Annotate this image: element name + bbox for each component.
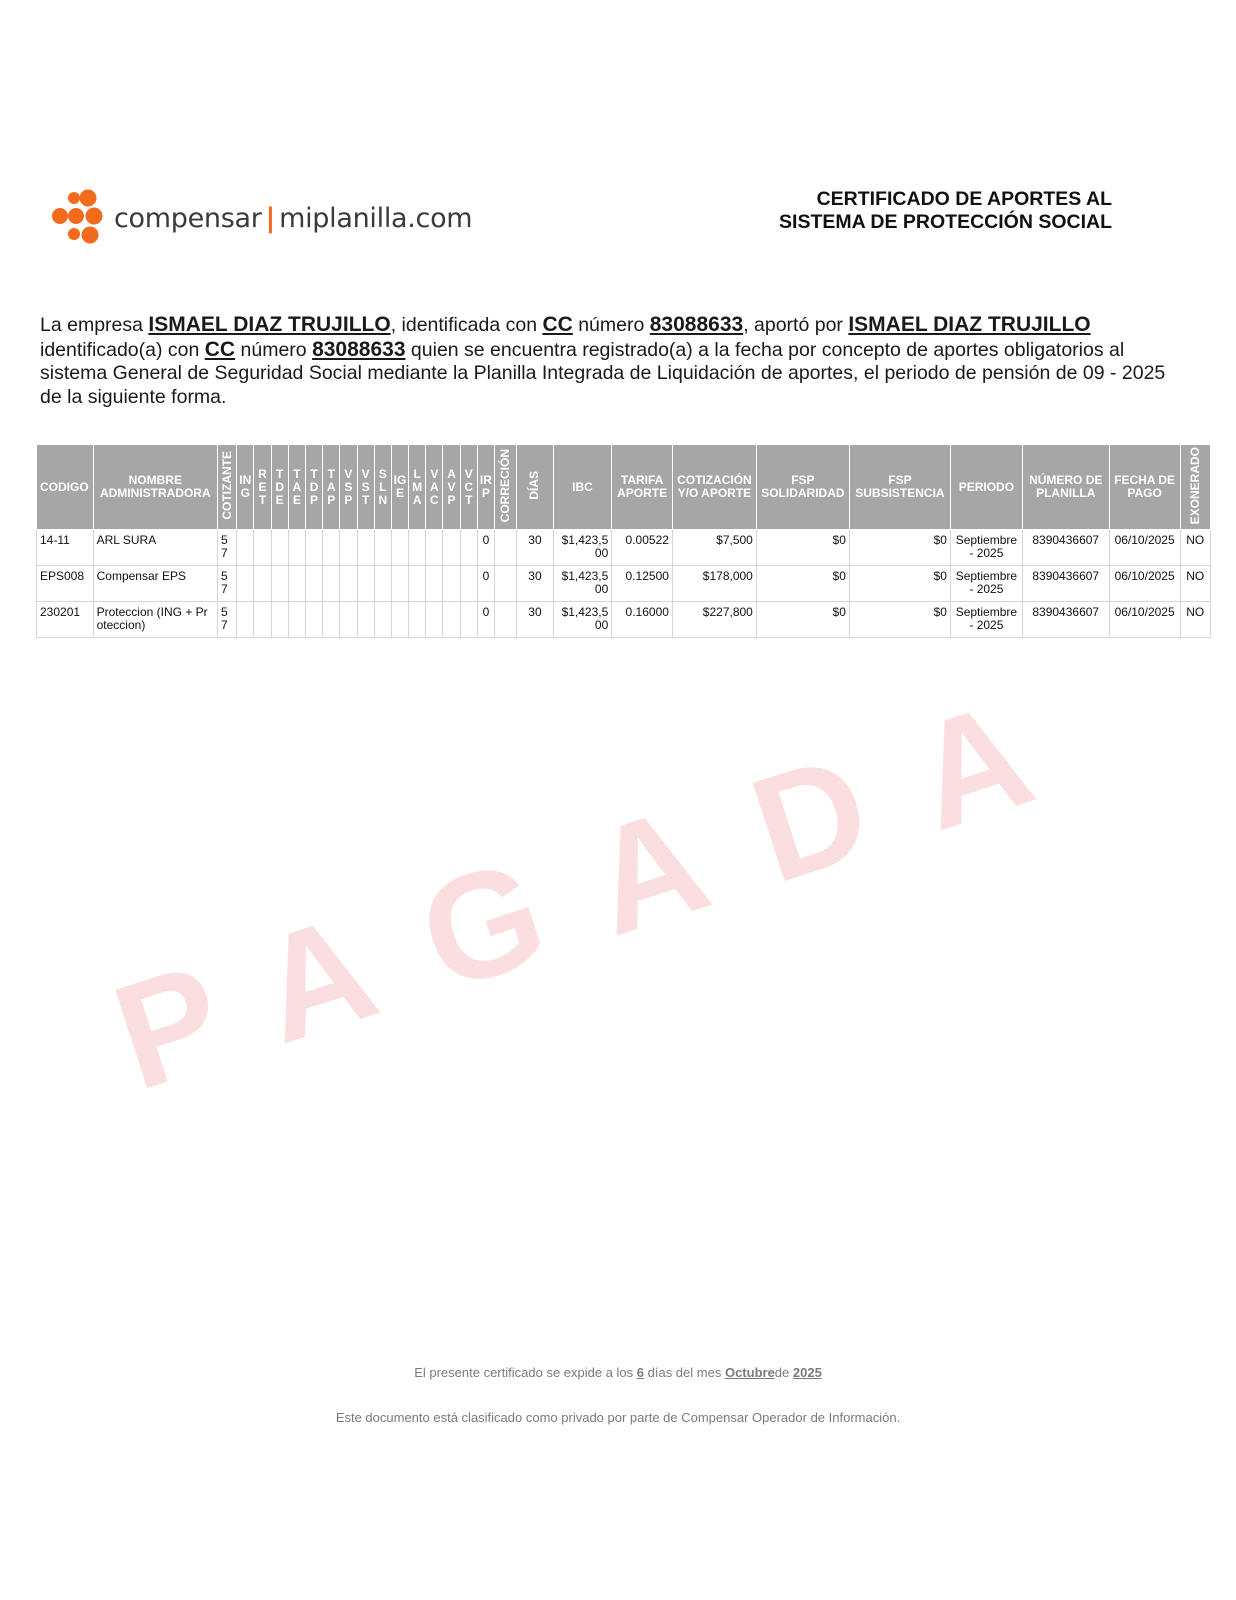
header-dias-text: DÍAS (527, 471, 542, 500)
cell-lma (409, 602, 426, 638)
company-doc-number: 83088633 (649, 313, 744, 336)
header-periodo: PERIODO (950, 445, 1022, 530)
brand-compensar: compensar (114, 202, 262, 234)
header-vst: VST (357, 445, 374, 530)
cell-periodo: Septiembre - 2025 (950, 602, 1022, 638)
pagada-watermark: PAGADA (95, 649, 1109, 1122)
cell-vsp (340, 530, 357, 566)
cell-sln (374, 602, 391, 638)
cell-dias: 30 (517, 602, 553, 638)
contributions-table (36, 444, 1211, 638)
cell-tde (271, 530, 288, 566)
cell-fsp-solidaridad: $0 (756, 602, 849, 638)
intro-text: , aportó por (743, 314, 849, 336)
cell-tdp (305, 530, 322, 566)
table-row (37, 566, 1211, 602)
cell-periodo: Septiembre - 2025 (950, 566, 1022, 602)
cell-numero-planilla: 8390436607 (1022, 530, 1109, 566)
cell-ret (254, 566, 271, 602)
cell-irp: 0 (477, 530, 494, 566)
header-exonerado-text: EXONERADO (1187, 446, 1202, 525)
cell-tarifa: 0.12500 (612, 566, 673, 602)
cell-cotizante: 57 (218, 530, 237, 566)
compensar-logo (50, 188, 472, 248)
certificate-statement (40, 313, 1190, 409)
cell-cotizacion: $227,800 (672, 602, 756, 638)
cell-vct (460, 566, 477, 602)
cell-tap (323, 566, 340, 602)
cell-ret (254, 602, 271, 638)
cell-tae (288, 566, 305, 602)
cell-numero-planilla: 8390436607 (1022, 566, 1109, 602)
intro-text: número (235, 338, 313, 361)
cell-ibc: $1,423,500 (553, 530, 612, 566)
cell-vct (460, 530, 477, 566)
cell-tdp (305, 566, 322, 602)
cell-ing (237, 602, 254, 638)
company-name: ISMAEL DIAZ TRUJILLO (148, 313, 391, 336)
cell-cotizante: 57 (218, 602, 237, 638)
header-lma: LMA (409, 445, 426, 530)
header-cotizacion: COTIZACIÓN Y/O APORTE (672, 445, 756, 530)
header-avp: AVP (443, 445, 460, 530)
header-ige: IGE (391, 445, 408, 530)
document-title (779, 188, 1112, 234)
cell-fsp-solidaridad: $0 (756, 530, 849, 566)
cell-tdp (305, 602, 322, 638)
cell-avp (443, 566, 460, 602)
brand-miplanilla: miplanilla.com (279, 202, 473, 234)
compensar-dots-icon (50, 189, 106, 247)
header-ibc: IBC (553, 445, 612, 530)
cell-fsp-solidaridad: $0 (756, 566, 849, 602)
cell-fsp-subsistencia: $0 (849, 602, 950, 638)
cell-fecha-pago: 06/10/2025 (1109, 602, 1180, 638)
table-header-row (37, 445, 1211, 530)
cell-avp (443, 602, 460, 638)
header-tde: TDE (271, 445, 288, 530)
intro-text: número (572, 314, 650, 336)
header-ing: ING (237, 445, 254, 530)
cell-exonerado: NO (1180, 530, 1211, 566)
cell-exonerado: NO (1180, 566, 1211, 602)
cell-ing (237, 566, 254, 602)
cell-fsp-subsistencia: $0 (849, 566, 950, 602)
cell-cotizante: 57 (218, 566, 237, 602)
cell-vct (460, 602, 477, 638)
cell-codigo: EPS008 (37, 566, 94, 602)
cell-lma (409, 566, 426, 602)
cell-ige (391, 566, 408, 602)
table-row (37, 530, 1211, 566)
cell-nombre: Compensar EPS (93, 566, 217, 602)
cell-vac (426, 530, 443, 566)
cell-correccion (495, 530, 517, 566)
issue-text: El presente certificado se expide a los (414, 1365, 637, 1380)
cell-vac (426, 566, 443, 602)
cell-cotizacion: $7,500 (672, 530, 756, 566)
cell-ing (237, 530, 254, 566)
header-numero-planilla: NÚMERO DE PLANILLA (1022, 445, 1109, 530)
cell-dias: 30 (517, 566, 553, 602)
cell-dias: 30 (517, 530, 553, 566)
cell-vsp (340, 602, 357, 638)
contributor-name: ISMAEL DIAZ TRUJILLO (848, 313, 1091, 336)
cell-ret (254, 530, 271, 566)
cell-nombre: ARL SURA (93, 530, 217, 566)
header-vsp: VSP (340, 445, 357, 530)
header-cotizante-text: COTIZANTE (219, 451, 234, 520)
cell-tarifa: 0.00522 (612, 530, 673, 566)
header-codigo: CODIGO (37, 445, 94, 530)
cell-sln (374, 566, 391, 602)
header-ret: RET (254, 445, 271, 530)
cell-correccion (495, 566, 517, 602)
cell-irp: 0 (477, 602, 494, 638)
cell-lma (409, 530, 426, 566)
header-correccion-text: CORRECIÓN (498, 448, 513, 523)
brand-separator: | (265, 202, 276, 234)
cell-fsp-subsistencia: $0 (849, 530, 950, 566)
brand-wordmark (114, 203, 472, 234)
cell-tde (271, 566, 288, 602)
header-vct: VCT (460, 445, 477, 530)
privacy-notice: Este documento está clasificado como privado por parte de Compensar Operador de Información. (335, 1410, 901, 1425)
issue-month: Octubre (724, 1365, 775, 1380)
cell-avp (443, 530, 460, 566)
header-tdp: TDP (305, 445, 322, 530)
header-sln: SLN (374, 445, 391, 530)
title-line-2: SISTEMA DE PROTECCIÓN SOCIAL (779, 211, 1112, 233)
header-tarifa: TARIFA APORTE (612, 445, 673, 530)
cell-irp: 0 (477, 566, 494, 602)
header-correccion (495, 445, 517, 530)
cell-vst (357, 566, 374, 602)
company-doc-type: CC (542, 313, 573, 336)
cell-tap (323, 602, 340, 638)
header-tap: TAP (323, 445, 340, 530)
intro-text: La empresa (40, 314, 149, 336)
header-tae: TAE (288, 445, 305, 530)
header-nombre: NOMBRE ADMINISTRADORA (93, 445, 217, 530)
cell-tap (323, 530, 340, 566)
cell-tarifa: 0.16000 (612, 602, 673, 638)
cell-sln (374, 530, 391, 566)
cell-ibc: $1,423,500 (553, 566, 612, 602)
cell-ige (391, 602, 408, 638)
header-fsp-subsistencia: FSP SUBSISTENCIA (849, 445, 950, 530)
cell-nombre: Proteccion (ING + Proteccion) (93, 602, 217, 638)
cell-periodo: Septiembre - 2025 (950, 530, 1022, 566)
header-dias (517, 445, 553, 530)
cell-ibc: $1,423,500 (553, 602, 612, 638)
intro-text: identificado(a) con (40, 338, 205, 361)
cell-codigo: 230201 (37, 602, 94, 638)
cell-correccion (495, 602, 517, 638)
cell-fecha-pago: 06/10/2025 (1109, 566, 1180, 602)
issue-day: 6 (636, 1365, 645, 1380)
cell-vsp (340, 566, 357, 602)
cell-vac (426, 602, 443, 638)
cell-exonerado: NO (1180, 602, 1211, 638)
header-cotizante (218, 445, 237, 530)
issue-statement (0, 1365, 1236, 1380)
header-fecha-pago: FECHA DE PAGO (1109, 445, 1180, 530)
cell-cotizacion: $178,000 (672, 566, 756, 602)
cell-numero-planilla: 8390436607 (1022, 602, 1109, 638)
intro-text: , identificada con (390, 314, 543, 336)
cell-fecha-pago: 06/10/2025 (1109, 530, 1180, 566)
issue-year: 2025 (792, 1365, 822, 1380)
cell-tae (288, 602, 305, 638)
header-exonerado (1180, 445, 1211, 530)
cell-ige (391, 530, 408, 566)
cell-tae (288, 530, 305, 566)
title-line-1: CERTIFICADO DE APORTES AL (816, 188, 1112, 210)
cell-codigo: 14-11 (37, 530, 94, 566)
contributor-doc-number: 83088633 (312, 337, 406, 361)
intro-text: quien se encuentra registrado(a) a la fecha por concepto de aportes obligatorios al sistema General de Seguridad Social mediante la Planilla Integrada de Liquidación de aportes, el periodo de pensión de 09 - 2025 de la siguiente forma. (40, 338, 1166, 408)
issue-text: de (774, 1365, 793, 1380)
cell-vst (357, 602, 374, 638)
cell-vst (357, 530, 374, 566)
header-fsp-solidaridad: FSP SOLIDARIDAD (756, 445, 849, 530)
table-row (37, 602, 1211, 638)
contributor-doc-type: CC (204, 337, 236, 361)
header-irp: IRP (477, 445, 494, 530)
issue-text: días del mes (644, 1365, 725, 1380)
cell-tde (271, 602, 288, 638)
header-vac: VAC (426, 445, 443, 530)
